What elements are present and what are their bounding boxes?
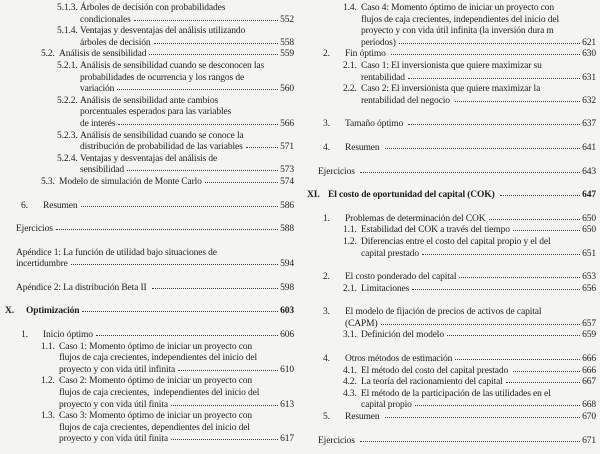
dot-leader xyxy=(391,54,580,55)
toc-line xyxy=(302,26,596,38)
toc-line xyxy=(0,248,294,260)
page-number: 643 xyxy=(582,166,596,177)
page-number: 606 xyxy=(280,330,294,341)
entry-number: 2.1. xyxy=(343,60,357,71)
dot-leader xyxy=(149,54,278,55)
toc-line xyxy=(0,376,294,388)
entry-title: Resumen xyxy=(345,412,382,423)
dot-leader xyxy=(118,124,278,125)
page-number: 610 xyxy=(280,364,294,375)
toc-line xyxy=(0,119,294,131)
entry-title: flujos de caja crecientes, independientes del inicio del xyxy=(59,388,260,399)
toc-line xyxy=(0,96,294,108)
entry-number: 2.2. xyxy=(343,84,357,95)
entry-number: 1. xyxy=(323,213,330,224)
page-number: 558 xyxy=(280,37,294,48)
toc-line xyxy=(302,3,596,15)
dot-leader xyxy=(385,417,580,418)
dot-leader xyxy=(178,370,278,371)
entry-title: Resumen xyxy=(345,142,382,153)
toc-line xyxy=(302,73,596,85)
entry-title: El modelo de fijación de precios de activos de capital xyxy=(345,307,542,318)
entry-number: 5.1.4. xyxy=(57,26,78,37)
entry-title: árboles de decisión xyxy=(80,37,151,48)
page-number: 650 xyxy=(582,213,596,224)
toc-line xyxy=(0,434,294,446)
entry-title: condicionales xyxy=(80,14,131,25)
toc-line xyxy=(0,330,294,342)
entry-number: 4. xyxy=(323,142,330,153)
entry-title: porcentuales esperados para las variables xyxy=(80,107,232,118)
page-number: 657 xyxy=(582,318,596,329)
dot-leader xyxy=(360,441,580,442)
dot-leader xyxy=(447,335,580,336)
entry-title: variación xyxy=(80,84,115,95)
page-number: 670 xyxy=(582,412,596,423)
toc-line xyxy=(302,190,596,202)
page-number: 617 xyxy=(280,434,294,445)
toc-line xyxy=(0,353,294,365)
toc-line xyxy=(0,142,294,154)
toc-column-right xyxy=(302,0,599,454)
dot-leader xyxy=(154,43,279,44)
entry-title: probabilidades de ocurrencia y los rangos de xyxy=(80,72,245,83)
entry-title: proyecto y con vida útil infinita (la inversión dura m xyxy=(361,26,554,37)
toc-line xyxy=(0,388,294,400)
toc-line xyxy=(0,400,294,412)
entry-title: El costo ponderado del capital xyxy=(345,272,457,283)
dot-leader xyxy=(422,254,580,255)
dot-leader xyxy=(171,405,278,406)
entry-number: 2. xyxy=(323,272,330,283)
dot-leader xyxy=(205,182,278,183)
entry-title: Problemas de determinación del COK xyxy=(345,213,486,224)
page-number: 574 xyxy=(280,176,294,187)
toc-line xyxy=(0,61,294,73)
toc-line xyxy=(0,365,294,377)
page-number: 631 xyxy=(582,72,596,83)
entry-title: períodos) xyxy=(361,37,396,48)
entry-title: Limitaciones xyxy=(361,283,410,294)
entry-title: rentabilidad del negocio xyxy=(361,95,453,106)
entry-number: 4.1. xyxy=(343,365,357,376)
dot-leader xyxy=(71,264,278,265)
page-number: 671 xyxy=(582,435,596,446)
entry-number: 4.2. xyxy=(343,377,357,388)
dot-leader xyxy=(506,382,580,383)
entry-title: Resumen xyxy=(43,200,78,211)
toc-line xyxy=(302,400,596,412)
page-number: 653 xyxy=(582,272,596,283)
dot-leader xyxy=(455,359,580,360)
dot-leader xyxy=(385,148,580,149)
entry-title: flujos de caja crecientes, independientes del inicio del xyxy=(59,353,257,364)
entry-title: Ventajas y desventajas del análisis utilizando xyxy=(80,26,246,37)
toc-line xyxy=(302,412,596,424)
toc-line xyxy=(0,411,294,423)
entry-title: El método de la participación de las utilidades en el xyxy=(361,388,551,399)
entry-title: capital prestado xyxy=(361,248,419,259)
dot-leader xyxy=(399,43,580,44)
page-number: 566 xyxy=(280,118,294,129)
toc-line xyxy=(302,96,596,108)
page-number: 656 xyxy=(582,283,596,294)
toc-line xyxy=(0,15,294,27)
toc-line xyxy=(0,259,294,271)
dot-leader xyxy=(408,124,580,125)
entry-title: Modelo de simulación de Monte Carlo xyxy=(59,176,202,187)
entry-number: 5.2.1. xyxy=(57,60,78,71)
page-number: 613 xyxy=(280,399,294,410)
page-number: 603 xyxy=(280,306,294,317)
entry-title: distribución de probabilidad de las variables xyxy=(80,142,243,153)
dot-leader xyxy=(500,195,580,196)
dot-leader xyxy=(117,89,278,90)
entry-title: Ventajas y desventajas del análisis de xyxy=(80,153,218,164)
entry-number: 1.2. xyxy=(41,376,55,387)
toc-line xyxy=(0,131,294,143)
toc-line xyxy=(302,225,596,237)
dot-leader xyxy=(82,311,278,312)
entry-title: Caso 1: El inversionista que quiere maximizar su xyxy=(361,60,542,71)
dot-leader xyxy=(96,335,278,336)
entry-title: Análisis de sensibilidad xyxy=(59,49,147,60)
entry-title: de interés xyxy=(80,118,116,129)
dot-leader xyxy=(152,288,278,289)
dot-leader xyxy=(56,229,278,230)
dot-leader xyxy=(459,277,580,278)
entry-title: Fin óptimo xyxy=(345,49,389,60)
toc-line xyxy=(302,214,596,226)
toc-line xyxy=(302,330,596,342)
toc-line xyxy=(0,107,294,119)
dot-leader xyxy=(489,219,581,220)
entry-number: X. xyxy=(5,306,14,317)
page-number: 659 xyxy=(582,330,596,341)
page-number: 586 xyxy=(280,200,294,211)
entry-title: Definición del modelo xyxy=(361,330,444,341)
page-number: 594 xyxy=(280,259,294,270)
toc-line xyxy=(0,154,294,166)
toc-line xyxy=(302,84,596,96)
toc-line xyxy=(302,307,596,319)
dot-leader xyxy=(171,439,278,440)
toc-line xyxy=(302,49,596,61)
entry-title: Caso 2: El inversionista que quiere maximizar la xyxy=(361,84,541,95)
toc-line xyxy=(0,73,294,85)
entry-title: Caso 1: Momento óptimo de iniciar un proyecto con xyxy=(59,341,253,352)
dot-leader xyxy=(246,147,278,148)
entry-title: incertidumbre xyxy=(16,259,68,270)
page-number: 632 xyxy=(582,95,596,106)
entry-title: Análisis de sensibilidad ante cambios xyxy=(80,95,219,106)
entry-title: Apéndice 2: La distribución Beta II xyxy=(16,282,149,293)
entry-title: Apéndice 1: La función de utilidad bajo situaciones de xyxy=(16,247,217,258)
toc-line xyxy=(0,224,294,236)
entry-title: Ejercicios xyxy=(16,224,53,235)
entry-title: Análisis de sensibilidad cuando se conoce la xyxy=(80,130,244,141)
dot-leader xyxy=(455,101,580,102)
page-number: 641 xyxy=(582,142,596,153)
entry-title: Estabilidad del COK a través del tiempo xyxy=(361,225,510,236)
entry-title: Otros métodos de estimación xyxy=(345,354,453,365)
toc-line xyxy=(302,15,596,27)
page-number: 668 xyxy=(582,400,596,411)
entry-number: 5.2.2. xyxy=(57,95,78,106)
toc-line xyxy=(0,165,294,177)
entry-number: 2.1. xyxy=(343,283,357,294)
toc-line xyxy=(302,237,596,249)
page-number: 573 xyxy=(280,165,294,176)
toc-line xyxy=(0,26,294,38)
page-number: 559 xyxy=(280,49,294,60)
entry-title: El costo de oportunidad del capital (COK) xyxy=(328,190,497,201)
toc-line xyxy=(302,272,596,284)
toc-line xyxy=(0,342,294,354)
toc-line xyxy=(302,284,596,296)
entry-title: Caso 4: Momento óptimo de iniciar un proyecto con xyxy=(361,3,555,13)
entry-number: 5.2. xyxy=(41,49,55,60)
dot-leader xyxy=(127,170,278,171)
page-number: 666 xyxy=(582,354,596,365)
entry-title: Caso 2: Momento óptimo de iniciar un proyecto con xyxy=(59,376,253,387)
page-number: 560 xyxy=(280,84,294,95)
page-number: 621 xyxy=(582,37,596,48)
entry-title: sensibilidad xyxy=(80,165,124,176)
entry-title: proyecto y con vida útil finita xyxy=(59,399,168,410)
page-number: 637 xyxy=(582,119,596,130)
entry-number: 5.2.3. xyxy=(57,130,78,141)
toc-line xyxy=(302,389,596,401)
entry-title: capital propio xyxy=(361,400,412,411)
toc-line xyxy=(302,143,596,155)
page-number: 571 xyxy=(280,142,294,153)
entry-number: 3. xyxy=(323,307,330,318)
entry-title: Diferencias entre el costo del capital propio y el del xyxy=(361,236,551,247)
dot-leader xyxy=(408,78,580,79)
toc-line xyxy=(0,423,294,435)
entry-title: rentabilidad xyxy=(361,72,405,83)
toc-line xyxy=(302,319,596,331)
entry-title: proyecto y con vida útil infinita xyxy=(59,364,176,375)
toc-line xyxy=(0,49,294,61)
toc-column-left xyxy=(0,0,297,454)
entry-title: flujos de caja crecientes, dependientes del inicio del xyxy=(59,422,250,433)
page-number: 666 xyxy=(582,365,596,376)
entry-title: Optimización xyxy=(26,306,80,317)
dot-leader xyxy=(134,20,278,21)
toc-line xyxy=(302,167,596,179)
entry-number: 4. xyxy=(323,354,330,365)
toc-line xyxy=(302,119,596,131)
toc-line xyxy=(302,61,596,73)
toc-line xyxy=(302,377,596,389)
dot-leader xyxy=(81,206,279,207)
toc-line xyxy=(0,283,294,295)
toc-line xyxy=(0,177,294,189)
page-number: 598 xyxy=(280,282,294,293)
entry-title: El método del costo del capital prestado xyxy=(361,365,511,376)
entry-title: Tamaño óptimo xyxy=(345,119,406,130)
entry-title: Caso 3: Momento óptimo de iniciar un proyecto con xyxy=(59,411,253,422)
entry-number: 4.3. xyxy=(343,388,357,399)
dot-leader xyxy=(360,172,580,173)
entry-number: 5.3. xyxy=(41,176,55,187)
dot-leader xyxy=(381,324,581,325)
entry-number: 1.2. xyxy=(343,236,357,247)
entry-number: 5.1.3. xyxy=(57,3,78,13)
toc-line xyxy=(0,84,294,96)
entry-title: Árboles de decisión con probabilidades xyxy=(80,3,226,13)
toc-line xyxy=(302,354,596,366)
entry-number: 1.1. xyxy=(41,341,55,352)
page-number: 647 xyxy=(582,190,596,201)
entry-number: 6. xyxy=(21,200,28,211)
entry-number: 5.2.4. xyxy=(57,153,78,164)
dot-leader xyxy=(513,230,580,231)
toc-line xyxy=(302,38,596,50)
toc-line xyxy=(0,3,294,15)
entry-number: 1.3. xyxy=(41,411,55,422)
page-number: 651 xyxy=(582,248,596,259)
entry-title: La teoría del racionamiento del capital xyxy=(361,377,503,388)
entry-number: XI. xyxy=(307,190,320,201)
entry-number: 5. xyxy=(323,412,330,423)
page-number: 552 xyxy=(280,14,294,25)
entry-number: 1.1. xyxy=(343,225,357,236)
page-number: 630 xyxy=(582,49,596,60)
toc-line xyxy=(302,249,596,261)
page-number: 650 xyxy=(582,225,596,236)
toc-line xyxy=(302,436,596,448)
entry-title: (CAPM) xyxy=(345,318,378,329)
entry-number: 1. xyxy=(21,330,28,341)
dot-leader xyxy=(513,371,580,372)
entry-title: Análisis de sensibilidad cuando se desconocen las xyxy=(80,60,265,71)
dot-leader xyxy=(415,405,580,406)
entry-title: Ejercicios xyxy=(318,435,358,446)
entry-number: 1.4. xyxy=(343,3,357,13)
entry-number: 2. xyxy=(323,49,330,60)
entry-title: Ejercicios xyxy=(318,166,358,177)
entry-title: flujos de caja crecientes, independientes del inicio del xyxy=(361,14,559,25)
page-number: 588 xyxy=(280,224,294,235)
entry-title: Inicio óptimo xyxy=(43,330,93,341)
entry-number: 3.1. xyxy=(343,330,357,341)
dot-leader xyxy=(412,289,580,290)
toc-line xyxy=(0,38,294,50)
entry-number: 3. xyxy=(323,119,330,130)
page-number: 667 xyxy=(582,377,596,388)
toc-line xyxy=(0,201,294,213)
entry-title: proyecto y con vida útil finita xyxy=(59,434,168,445)
toc-line xyxy=(302,366,596,378)
toc-line xyxy=(0,306,294,318)
